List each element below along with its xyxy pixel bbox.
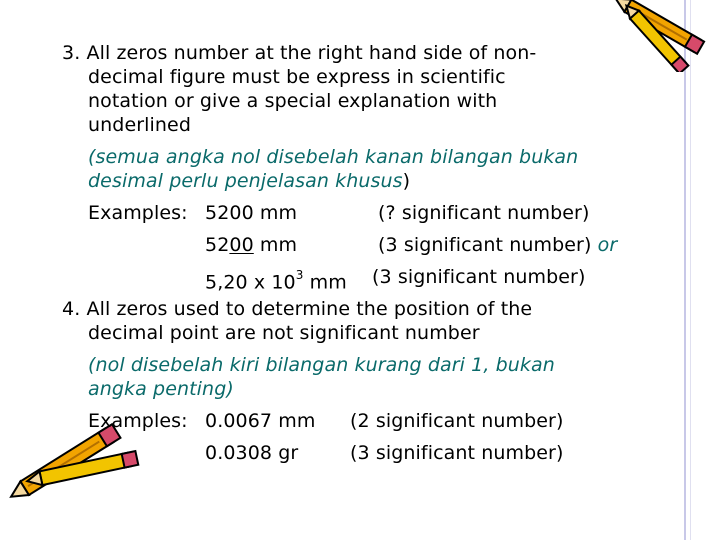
item3-ex2-value: [205, 233, 297, 257]
ex2-note-text: (3 significant number): [378, 234, 592, 256]
item3-note-line2-italic: desimal perlu penjelasan khusus: [88, 170, 403, 192]
item4-ex1-note: (2 significant number): [350, 410, 564, 432]
item3-ex2-note: [378, 233, 617, 257]
item3-ex3-value: [205, 265, 347, 294]
ex3-exponent: 3: [295, 268, 304, 282]
item4-ex2-note: (3 significant number): [350, 442, 564, 464]
item4-ex1-value: 0.0067 mm: [205, 410, 316, 432]
item4-note-line1: (nol disebelah kiri bilangan kurang dari 1, bukan: [88, 354, 555, 376]
item3-line3: notation or give a special explanation with: [88, 90, 498, 112]
ex2-digits: 52: [205, 234, 230, 256]
item3-ex1-note: (? significant number): [378, 202, 590, 224]
item3-note-line1: (semua angka nol disebelah kanan bilangan bukan: [88, 146, 579, 168]
item3-ex1-value: 5200 mm: [205, 202, 298, 224]
decorative-line: [684, 0, 686, 540]
item4-examples-label: Examples:: [88, 410, 188, 432]
ex3-mantissa: 5,20 x 10: [205, 271, 296, 294]
item3-note-line2-close: ): [402, 170, 411, 192]
item3-line2: decimal figure must be express in scientific: [88, 66, 506, 88]
ex2-underlined-zeros: 00: [229, 234, 254, 256]
ex3-unit: mm: [303, 271, 347, 294]
item4-note-line2: angka penting): [88, 378, 234, 400]
item4-ex2-value: 0.0308 gr: [205, 442, 299, 464]
item3-examples-label: Examples:: [88, 202, 188, 224]
pencils-top-right-icon: [600, 0, 720, 72]
ex2-unit: mm: [253, 234, 298, 256]
item4-line1: 4. All zeros used to determine the position of the: [62, 298, 533, 320]
decorative-line: [690, 0, 691, 540]
item4-line2: decimal point are not significant number: [88, 322, 480, 344]
item3-ex3-note: (3 significant number): [372, 266, 586, 288]
item3-line1: 3. All zeros number at the right hand side of non-: [62, 42, 537, 64]
ex2-or: or: [597, 234, 618, 256]
item3-line4: underlined: [88, 114, 191, 136]
item3-note-line2: [88, 169, 410, 193]
